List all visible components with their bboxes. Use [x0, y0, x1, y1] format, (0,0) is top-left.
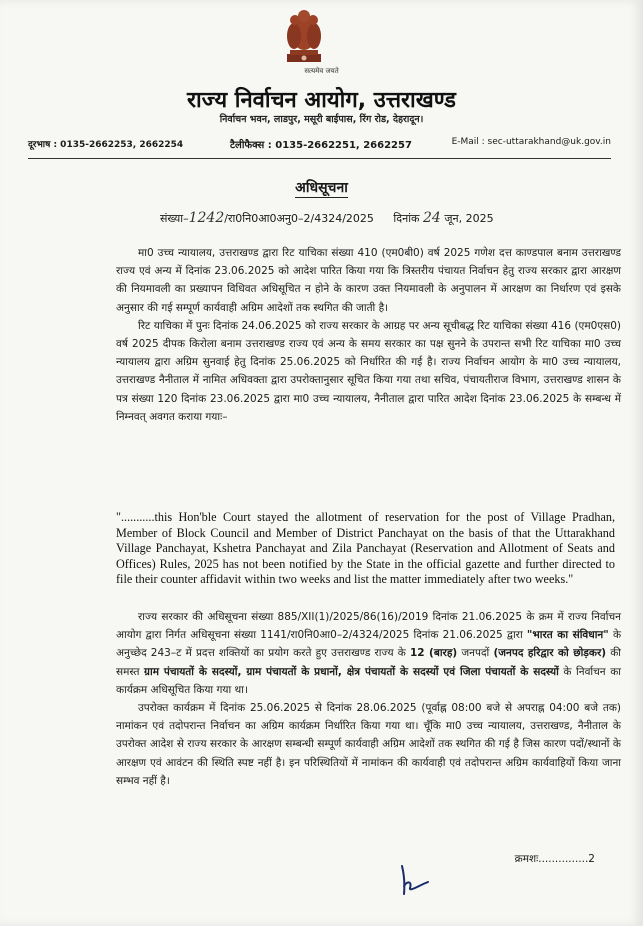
email-address: E-Mail : sec-uttarakhand@uk.gov.in — [451, 137, 611, 147]
ref-prefix: संख्या– — [160, 212, 189, 225]
phone-numbers: दूरभाष : 0135-2662253, 2662254 — [28, 140, 184, 150]
court-order-quote: "...........this Hon'ble Court stayed the allotment of reservation for the post of Village Pradhan, Member of Block Council and Member of District Panchayat on the basis of that the Uttarakhand Village Panchayat, Kshetra Panchayat and Zila Panchayat (Reservation and Allotment of Seats and Offices) Rules, 2025 has not been notified by the State in the official gazette and further directed to file their counter affidavit within two weeks and list the matter immediately after two weeks." — [116, 510, 615, 587]
notice-body-continued — [116, 608, 621, 790]
continuation-marker: क्रमशः...............2 — [514, 853, 595, 865]
signature-mark — [396, 862, 432, 898]
date-day-handwritten: 24 — [423, 210, 441, 226]
paragraph-2: रिट याचिका में पुनः दिनांक 24.06.2025 को राज्य सरकार के आग्रह पर अन्य सूचीबद्ध रिट याचिका संख्या 416 (एम0एस0) वर्ष 2025 दीपक किरोला बनाम उत्तराखण्ड राज्य एवं अन्य के समय सरकार का पक्ष सुनने के उपरान्त सभी रिट याचिका मा0 उच्च न्यायालय द्वारा अग्रिम सुनवाई हेतु दिनांक 25.06.2025 को निर्धारित की गई है। राज्य निर्वाचन आयोग के मा0 उच्च न्यायालय, उत्तराखण्ड नैनीताल में नामित अधिवक्ता द्वारा उपरोक्तानुसार सूचित किया गया तथा सचिव, पंचायतीराज विभाग, उत्तराखण्ड शासन के पत्र संख्या 120 दिनांक 23.06.2025 द्वारा मा0 उच्च न्यायालय, नैनीताल द्वारा पारित आदेश दिनांक 23.06.2025 के सम्बन्ध में निम्नवत् अवगत कराया गयाः– — [116, 319, 621, 423]
ref-suffix: /रा0नि0आ0अनु0–2/4324/2025 — [224, 212, 374, 225]
emblem-motto: सत्यमेव जयते — [304, 67, 339, 75]
paragraph-1: मा0 उच्च न्यायालय, उत्तराखण्ड द्वारा रिट याचिका संख्या 410 (एम0बी0) वर्ष 2025 गणेश दत्त काण्डपाल बनाम उत्तराखण्ड राज्य एवं अन्य में दिनांक 23.06.2025 को आदेश पारित किया गया कि त्रिस्तरीय पंचायत निर्वाचन हेतु राज्य सरकार द्वारा आरक्षण की नियमावली का प्रख्यापन विधिवत अधिसूचित न होने के कारण उक्त नियमावली के अनुपालन में आरक्षण का निर्धारण एवं इसके अनुसार की गई सम्पूर्ण कार्यवाही अग्रिम आदेशों तक स्थगित की जाती है। — [116, 247, 621, 314]
organization-name: राज्य निर्वाचन आयोग, उत्तराखण्ड — [187, 88, 456, 113]
notice-body — [116, 244, 621, 426]
date-prefix: दिनांक — [393, 212, 420, 225]
notice-title: अधिसूचना — [295, 180, 348, 196]
date-suffix: जून, 2025 — [444, 212, 494, 225]
reference-line — [160, 210, 494, 226]
fax-numbers: टैलीफैक्स : 0135-2662251, 2662257 — [230, 140, 412, 151]
paragraph-3: राज्य सरकार की अधिसूचना संख्या 885/XII(1)/2025/86(16)/2019 दिनांक 21.06.2025 के क्रम में राज्य निर्वाचन आयोग द्वारा निर्गत अधिसूचना संख्या 1141/रा0नि0आ0–2/4324/2025 दिनांक 21.06.2025 द्वारा "भारत का संविधान" के अनुच्छेद 243–ट में प्रदत्त शक्तियों का प्रयोग करते हुए उत्तराखण्ड राज्य के 12 (बारह) जनपदों (जनपद हरिद्वार को छोड़कर) की समस्त ग्राम पंचायतों के सदस्यों, ग्राम पंचायतों के प्रधानों, क्षेत्र पंचायतों के सदस्यों एवं जिला पंचायतों के सदस्यों के निर्वाचन का कार्यक्रम अधिसूचित किया गया था। — [116, 611, 622, 696]
national-emblem-icon — [281, 6, 327, 68]
header-divider — [28, 158, 611, 159]
organization-address: निर्वाचन भवन, लाडपुर, मसूरी बाईपास, रिंग रोड, देहरादून। — [219, 114, 424, 125]
ref-number-handwritten: 1242 — [188, 210, 225, 226]
paragraph-4: उपरोक्त कार्यक्रम में दिनांक 25.06.2025 से दिनांक 28.06.2025 (पूर्वाह्न 08:00 बजे से अपराह्न 04:00 बजे तक) नामांकन एवं तदोपरान्त निर्वाचन का अग्रिम कार्यक्रम निर्धारित किया गया था। चूँकि मा0 उच्च न्यायालय, उत्तराखण्ड, नैनीताल के उपरोक्त आदेश से राज्य सरकार के आरक्षण सम्बन्धी सम्पूर्ण कार्यवाही अग्रिम आदेशों तक स्थगित की गई है जिस कारण पदों/स्थानों के आरक्षण एवं आवंटन की स्थिति स्पष्ट नहीं है। इन परिस्थितियों में नामांकन की कार्यवाही एवं तदोपरान्त अग्रिम कार्यवाहियों किया जाना सम्भव नहीं है। — [116, 702, 621, 787]
contact-row — [28, 137, 611, 153]
